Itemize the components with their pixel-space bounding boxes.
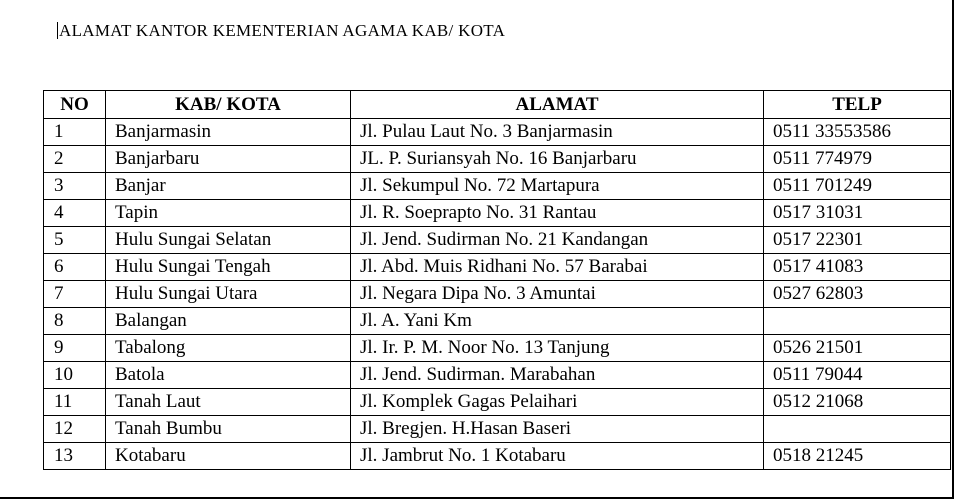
cell-kab-kota: Banjarmasin <box>106 119 351 146</box>
cell-no: 7 <box>44 281 106 308</box>
cell-alamat: Jl. Bregjen. H.Hasan Baseri <box>351 416 764 443</box>
cell-alamat: Jl. R. Soeprapto No. 31 Rantau <box>351 200 764 227</box>
header-alamat: ALAMAT <box>351 91 764 119</box>
cell-alamat: Jl. Sekumpul No. 72 Martapura <box>351 173 764 200</box>
cell-kab-kota: Tabalong <box>106 335 351 362</box>
cell-alamat: Jl. Negara Dipa No. 3 Amuntai <box>351 281 764 308</box>
cell-kab-kota: Batola <box>106 362 351 389</box>
cell-telp: 0511 774979 <box>764 146 951 173</box>
cell-no: 6 <box>44 254 106 281</box>
office-address-table <box>43 90 951 470</box>
cell-alamat: Jl. Pulau Laut No. 3 Banjarmasin <box>351 119 764 146</box>
cell-no: 3 <box>44 173 106 200</box>
cell-no: 8 <box>44 308 106 335</box>
table-row <box>44 200 951 227</box>
cell-no: 2 <box>44 146 106 173</box>
document-title[interactable] <box>57 21 505 41</box>
table-body <box>44 119 951 470</box>
cell-no: 9 <box>44 335 106 362</box>
cell-kab-kota: Tapin <box>106 200 351 227</box>
cell-telp <box>764 416 951 443</box>
cell-telp: 0512 21068 <box>764 389 951 416</box>
cell-kab-kota: Hulu Sungai Utara <box>106 281 351 308</box>
cell-no: 4 <box>44 200 106 227</box>
document-title-text: ALAMAT KANTOR KEMENTERIAN AGAMA KAB/ KOTA <box>59 21 506 40</box>
table-row <box>44 254 951 281</box>
cell-alamat: Jl. A. Yani Km <box>351 308 764 335</box>
table-row <box>44 335 951 362</box>
cell-alamat: Jl. Abd. Muis Ridhani No. 57 Barabai <box>351 254 764 281</box>
cell-no: 12 <box>44 416 106 443</box>
cell-kab-kota: Tanah Laut <box>106 389 351 416</box>
table-row <box>44 281 951 308</box>
cell-no: 10 <box>44 362 106 389</box>
cell-kab-kota: Balangan <box>106 308 351 335</box>
cell-kab-kota: Banjar <box>106 173 351 200</box>
cell-no: 11 <box>44 389 106 416</box>
cell-alamat: Jl. Jend. Sudirman No. 21 Kandangan <box>351 227 764 254</box>
cell-telp <box>764 308 951 335</box>
table-row <box>44 308 951 335</box>
cell-no: 1 <box>44 119 106 146</box>
cell-kab-kota: Hulu Sungai Tengah <box>106 254 351 281</box>
cell-alamat: Jl. Jambrut No. 1 Kotabaru <box>351 443 764 470</box>
table-row <box>44 389 951 416</box>
header-no: NO <box>44 91 106 119</box>
cell-telp: 0518 21245 <box>764 443 951 470</box>
cell-alamat: Jl. Komplek Gagas Pelaihari <box>351 389 764 416</box>
cell-kab-kota: Tanah Bumbu <box>106 416 351 443</box>
cell-no: 13 <box>44 443 106 470</box>
cell-alamat: Jl. Ir. P. M. Noor No. 13 Tanjung <box>351 335 764 362</box>
cell-telp: 0517 41083 <box>764 254 951 281</box>
cell-telp: 0511 33553586 <box>764 119 951 146</box>
table-row <box>44 146 951 173</box>
cell-telp: 0527 62803 <box>764 281 951 308</box>
table-header-row <box>44 91 951 119</box>
table-row <box>44 173 951 200</box>
cell-alamat: JL. P. Suriansyah No. 16 Banjarbaru <box>351 146 764 173</box>
table-row <box>44 227 951 254</box>
cell-kab-kota: Banjarbaru <box>106 146 351 173</box>
header-telp: TELP <box>764 91 951 119</box>
text-cursor <box>57 22 58 39</box>
table-row <box>44 416 951 443</box>
table-row <box>44 119 951 146</box>
cell-kab-kota: Kotabaru <box>106 443 351 470</box>
cell-no: 5 <box>44 227 106 254</box>
cell-telp: 0511 701249 <box>764 173 951 200</box>
cell-kab-kota: Hulu Sungai Selatan <box>106 227 351 254</box>
cell-alamat: Jl. Jend. Sudirman. Marabahan <box>351 362 764 389</box>
header-kab-kota: KAB/ KOTA <box>106 91 351 119</box>
cell-telp: 0526 21501 <box>764 335 951 362</box>
cell-telp: 0511 79044 <box>764 362 951 389</box>
table-row <box>44 362 951 389</box>
cell-telp: 0517 31031 <box>764 200 951 227</box>
table-row <box>44 443 951 470</box>
cell-telp: 0517 22301 <box>764 227 951 254</box>
